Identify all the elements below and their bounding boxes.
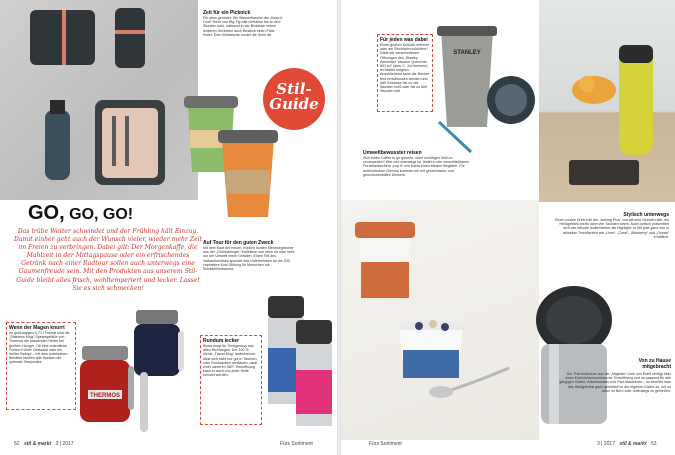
footer-right-rubric: Fürs Sortiment	[369, 441, 402, 447]
badge-line1: Stil-	[276, 80, 312, 98]
stanley-label: STANLEY	[453, 50, 481, 56]
stylisch-title: Stylisch unterwegs	[623, 212, 669, 218]
thermos-label: THERMOS	[90, 393, 120, 399]
headline-rest: GO, GO!	[64, 206, 134, 223]
esbit-mug-image	[529, 284, 629, 434]
stanley-cup-image	[431, 22, 541, 162]
kitchen-photo	[539, 0, 675, 202]
footer-right-issue: 3 | 2017	[597, 441, 615, 447]
headline	[28, 202, 133, 225]
picknick-body: Für alles gerüstet: Die Wasserflasche der „Keep-it Cool“-Serie von Rig-Tig hält Getränke bis zu drei Stunden kühl, während in der Brotdose neben leckeren Gerichten auch Besteck einen Platz findet. Eine Kühltasche rundet die Serie ab.	[203, 16, 283, 37]
magen-body: Im großzügigen 0,71 l Format sind die „Stainless King“-Speisegefäße von Thermos die passenden Helfer bei großem Hunger. Ob eine ordentliche Portion Kühler Obstsalat oder ein heißer Eintopf – mit dem praktischen Behälter bleiben alle Speisen die optimale Temperatur.	[9, 331, 70, 365]
picknick-title: Zeit für ein Picknick	[203, 10, 251, 16]
kahla-photo	[341, 200, 539, 440]
picnic-photo	[0, 0, 198, 200]
headline-big: GO,	[28, 202, 65, 224]
footer-left-page: 52	[14, 441, 20, 447]
footer-right-mag: stil & markt	[619, 441, 647, 447]
intro-text: Das trübe Wetter schwindet und der Frühling hält Einzug. Damit einher geht auch der Wunsch vieler, wieder mehr Zeit im Freien zu verbringen. Dabei gilt: Der Morgenkaffe, die Mahlzeit in der Mittagspause oder ein erfrischendes Getränk nach einer Radtour sollen auch unterwegs eine Gaumenfreude sein. Mit den Produkten aus unserem Stil-Guide bleibt alles frisch, wohltemperiert und lecker. Lasset Sie es sich schmecken!	[14, 228, 202, 292]
umwelt-title: Umweltbewusster reisen	[363, 150, 422, 156]
emsa-mugs-image	[262, 292, 337, 432]
footer-right-page: 53	[651, 441, 657, 447]
jeden-body: Einen großen Schluck nehmen oder am Strohhalm schlürfen? Dank der verschiedenen Öffnungen des „Stanley Adventure Vacuum Quencher 591 ml“ (über C. Jul Herbertz) ist beides möglich. Anschließend kann der Becher fest verschlossen werden und hält Getränke bis zu vier Stunden heiß oder bis zu fünf Stunden kalt.	[380, 43, 430, 94]
stylisch-body: Einen coolen Drink hält der „Isoking Plus“ von alfi acht Stunden kalt, ein Heißgetränk bleibt dann vier Stunden warm. Auch optisch präsentiert sich der robuste Isolierbecher als Highlight: In Mit jetzt ganz neu in aktuellen Trendfarben wie „Lime“, „Coral“, „Blueberry“ und „Ocean“ erhältlich.	[555, 218, 669, 239]
hause-body: Der Thermobecher aus der „Majestic“-Linie von Esbit verfügt über einen Edelstahlverschluss mit Trinköffnung und ist passend für alle gängigen Kaffee-Vollautomaten und Pad-Maschinen – so bereitet man das Heißgetränk ganz gemütlich in der eigenen Küche zu, um es dann im Büro oder unterwegs zu genießen.	[559, 372, 671, 393]
ebos-cups-image	[180, 92, 290, 232]
right-page	[341, 0, 675, 455]
jeden-title: Für jeden was dabei	[380, 37, 428, 43]
hause-title: Von zu Hause mitgebracht	[638, 358, 671, 370]
tour-body: Mit dem Kauf der neuen, fröhlich bunten Mehrwegbecher aus der „Glücksbringer“-Kollektion von ebos tut man nicht nur der Umwelt einen Gefallen. Einen Teil des Verkaufserlöses spendet das Unternehmen an die 200 Hannelore Kohl Stiftung für Menschen mit Schädelhirntrauma.	[203, 246, 295, 272]
magen-title: Wenn der Magen knurrt	[9, 325, 65, 331]
picnic-products-illustration	[0, 0, 198, 200]
footer-left-mag: stil & markt	[23, 441, 52, 447]
tour-title: Auf Tour für den guten Zweck	[203, 240, 274, 246]
thermos-containers-image	[74, 306, 204, 441]
umwelt-body: Sich einen Coffee to go gönnen, ohne unnötigen Müll zu verursachen? Wer viel unterwegs ist, findet in den verschließbaren Porzellanbechern „cup it“ von Kahla einen idealen Begleiter. Für authentischen Genuss kommen sie mit geschmacks- und geruchsneutralen Deckeln.	[363, 156, 470, 177]
left-page	[0, 0, 337, 455]
footer-left-rubric: Fürs Sortiment	[280, 441, 313, 447]
rundum-body: Emsa sorgt für Trinkgenuss aus allen Richtungen: Der 100 % dichte „Travel Mug“ Isolierbecher lässt sich nicht nur gut in Taschen oder Rucksäcken verstauen, dank einer cleveren 360°-Trinköffnung kann er auch von jeder Seite benutzt werden.	[203, 344, 258, 378]
rundum-title: Rundum lecker	[203, 338, 240, 344]
badge-line2: Guide	[269, 95, 319, 113]
footer-left-issue: 3 | 2017	[55, 441, 74, 447]
